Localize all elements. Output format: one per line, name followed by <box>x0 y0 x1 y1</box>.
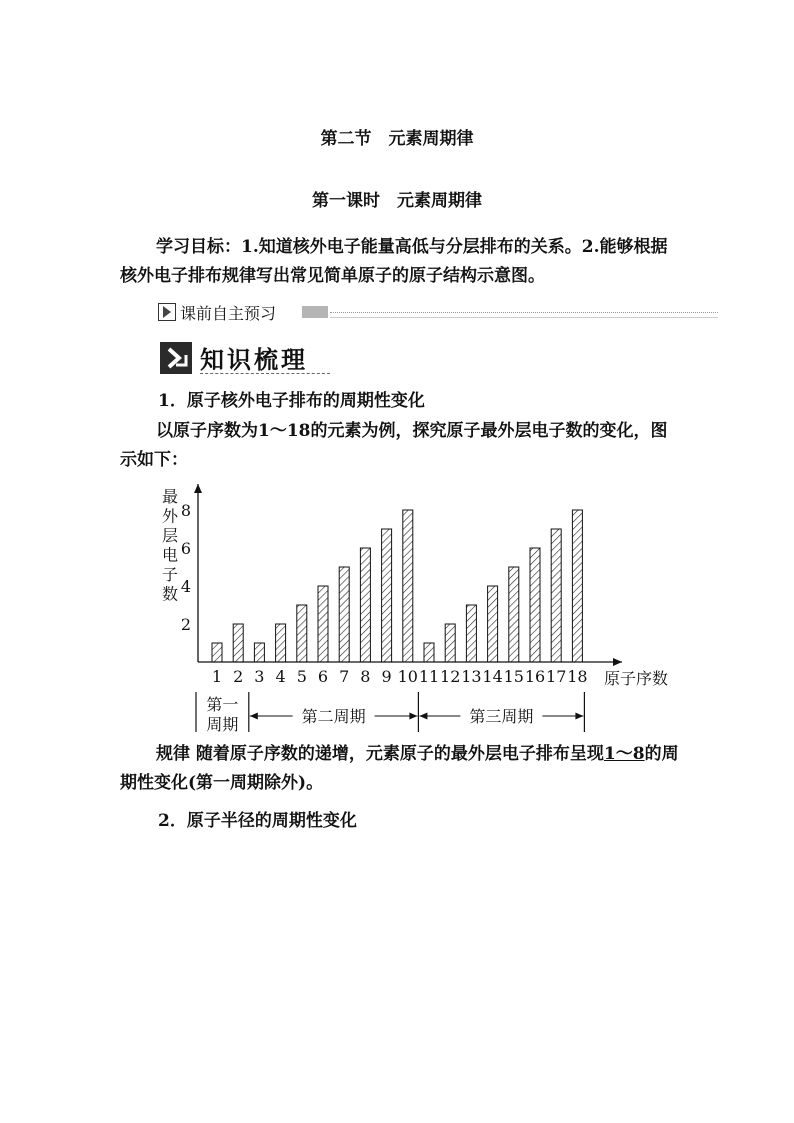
period-arrow-head <box>575 713 583 720</box>
x-tick-label: 11 <box>418 667 440 686</box>
y-tick-label: 6 <box>180 539 191 558</box>
lesson-title: 第一课时 元素周期律 <box>312 191 482 211</box>
x-axis-arrow <box>613 658 622 666</box>
rule-label: 规律 <box>156 744 190 764</box>
x-tick-label: 2 <box>233 667 244 686</box>
x-tick-label: 3 <box>254 667 265 686</box>
learning-goal <box>120 233 680 291</box>
y-tick-label: 4 <box>180 577 191 596</box>
period-label: 周期 <box>206 715 239 734</box>
learning-goal-label: 学习目标 <box>156 237 224 257</box>
bar <box>360 548 370 662</box>
y-tick-label: 8 <box>180 501 191 520</box>
preview-bar-dotted-line <box>330 312 718 313</box>
x-tick-label: 12 <box>440 667 461 686</box>
play-arrow-icon <box>158 303 176 321</box>
x-tick-label: 18 <box>567 667 588 686</box>
preview-bar-rule <box>330 317 718 318</box>
x-tick-label: 9 <box>381 667 392 686</box>
knowledge-section-bar <box>160 340 330 376</box>
period-arrow-head <box>419 713 427 720</box>
bar <box>297 605 307 662</box>
preview-bar-block <box>302 306 328 318</box>
y-axis-arrow <box>194 484 202 493</box>
x-tick-label: 10 <box>397 667 418 686</box>
knowledge-section-label: 知识梳理 <box>200 346 308 374</box>
bar <box>466 605 476 662</box>
y-axis-label: 最外层电子数 <box>162 487 179 604</box>
y-tick-label: 2 <box>180 615 191 634</box>
bar <box>212 643 222 662</box>
period-arrow-head <box>409 713 417 720</box>
x-tick-label: 1 <box>211 667 223 686</box>
x-tick-label: 13 <box>461 667 482 686</box>
bar <box>424 643 434 662</box>
bar <box>339 567 349 662</box>
x-tick-label: 4 <box>275 667 286 686</box>
intro-paragraph: 以原子序数为1～18的元素为例，探究原子最外层电子数的变化，图示如下： <box>120 421 668 470</box>
bar <box>233 624 243 662</box>
section-title: 第二节 元素周期律 <box>320 129 474 149</box>
x-tick-label: 6 <box>317 667 329 686</box>
preview-section-bar <box>158 300 718 324</box>
x-axis-label: 原子序数 <box>604 669 669 688</box>
bar <box>276 624 286 662</box>
x-tick-label: 15 <box>503 667 524 686</box>
outer-electron-chart <box>150 478 690 740</box>
bar <box>551 529 561 662</box>
bar <box>318 586 328 662</box>
period-label: 第一 <box>206 695 239 714</box>
preview-section-label: 课前自主预习 <box>180 304 277 323</box>
period-label: 第三周期 <box>469 707 534 726</box>
x-tick-label: 8 <box>360 667 371 686</box>
x-tick-label: 14 <box>482 667 503 686</box>
heading-electron-arrangement: 1．原子核外电子排布的周期性变化 <box>158 391 425 411</box>
bar <box>445 624 455 662</box>
x-tick-label: 17 <box>546 667 567 686</box>
chevron-right-icon <box>160 342 192 374</box>
bar <box>488 586 498 662</box>
period-arrow-head <box>250 713 258 720</box>
bar <box>530 548 540 662</box>
x-tick-label: 16 <box>524 667 546 686</box>
bar <box>382 529 392 662</box>
bar <box>572 510 582 662</box>
learning-goal-colon: ： <box>224 237 241 257</box>
learning-goal-text: 1.知道核外电子能量高低与分层排布的关系。2.能够根据核外电子排布规律写出常见简单原子的原子结构示意图。 <box>120 237 668 286</box>
bar <box>403 510 413 662</box>
heading-atomic-radius: 2．原子半径的周期性变化 <box>158 811 357 831</box>
knowledge-bar-dashed-line <box>200 373 330 374</box>
rule-text-a: 随着原子序数的递增，元素原子的最外层电子排布呈现 <box>190 744 604 764</box>
rule-underlined-range: 1～8 <box>603 744 645 764</box>
bar <box>509 567 519 662</box>
bar <box>254 643 264 662</box>
period-label: 第二周期 <box>301 707 366 726</box>
x-tick-label: 5 <box>296 667 307 686</box>
x-tick-label: 7 <box>339 667 350 686</box>
rule-paragraph <box>120 740 680 798</box>
rule-text-b: 的周期性变化(第一周期除外)。 <box>120 744 679 793</box>
